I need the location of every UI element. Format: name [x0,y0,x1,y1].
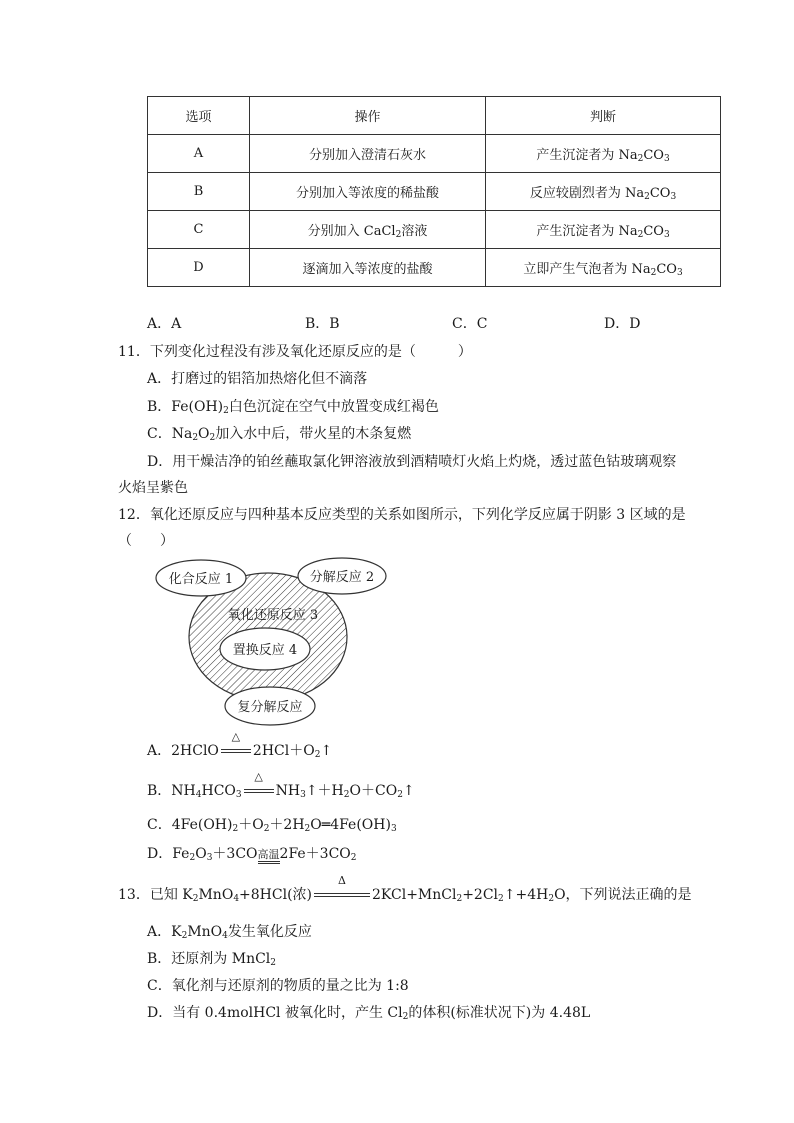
row-judgement: 反应较剧烈者为 $Na_2CO_3$ [486,173,721,211]
table-row [148,249,721,287]
table-row [148,135,721,173]
table-header-row [148,97,721,135]
row-option: C [148,211,250,249]
q11-choice-d-cont: 火焰呈紫色 [118,480,188,496]
label-combination: 化合反应 1 [168,572,234,587]
header-operation: 操作 [250,97,486,135]
row-judgement: 产生沉淀者为 $Na_2CO_3$ [486,135,721,173]
row-option: B [148,173,250,211]
q13-choice-d[interactable]: D．当有 0.4molHCl 被氧化时，产生 $Cl_2$的体积(标准状况下)为 4.48L [147,1005,591,1022]
q11-choice-a[interactable]: A．打磨过的铝箔加热熔化但不滴落 [147,371,368,387]
label-displacement: 置换反应 4 [232,643,298,658]
table-row [148,211,721,249]
q11-stem: 11．下列变化过程没有涉及氧化还原反应的是（ ） [118,344,472,360]
q12-stem-paren: （ ） [118,533,174,549]
q13-choice-a[interactable]: A．$K_2MnO_4$发生氧化反应 [147,924,312,941]
row-operation: 分别加入澄清石灰水 [250,135,486,173]
row-option: A [148,135,250,173]
reaction-type-diagram [150,555,400,727]
q13-choice-b[interactable]: B．还原剂为 MnCl$_2$ [147,951,277,968]
header-option: 选项 [148,97,250,135]
row-judgement: 产生沉淀者为 $Na_2CO_3$ [486,211,721,249]
q13-choice-c[interactable]: C．氧化剂与还原剂的物质的量之比为 1:8 [147,978,409,994]
q12-choice-b[interactable]: B．$NH_4HCO_3$ △ $NH_3↑+H_2O+CO_2↑$ [147,770,415,800]
q12-choice-d[interactable]: D．$Fe_2O_3+3CO$高温$2Fe+3CO_2$ [147,846,357,863]
q12-choice-c[interactable]: C．$4Fe(OH)_2+O_2+2H_2O═4Fe(OH)_3$ [147,817,397,834]
row-option: D [148,249,250,287]
header-judgement: 判断 [486,97,721,135]
q11-choice-b[interactable]: B．$Fe(OH)_2$白色沉淀在空气中放置变成红褐色 [147,399,439,416]
q10-choice-d[interactable]: D．D [604,316,641,332]
q10-choice-b[interactable]: B．B [305,316,340,332]
q13-stem: 13．已知 $K_2MnO_4+8HCl$(浓) Δ $2KCl+MnCl_2+2Cl_2↑+4H_2O$，下列说法正确的是 [118,874,692,904]
q12-choice-a[interactable]: A．2HClO △ $2HCl+O_2↑$ [147,730,333,760]
label-redox: 氧化还原反应 3 [227,608,319,623]
q10-choice-a[interactable]: A．A [147,316,182,332]
options-table [147,96,721,287]
q11-choice-d[interactable]: D．用干燥洁净的铂丝蘸取氯化钾溶液放到酒精喷灯火焰上灼烧，透过蓝色钴玻璃观察 [147,454,677,470]
label-decomposition: 分解反应 2 [309,570,375,585]
table-row [148,173,721,211]
row-operation: 逐滴加入等浓度的盐酸 [250,249,486,287]
q12-stem: 12．氧化还原反应与四种基本反应类型的关系如图所示，下列化学反应属于阴影 3 区域的是 [118,507,686,523]
label-double-decomposition: 复分解反应 [237,700,303,715]
row-operation: 分别加入等浓度的稀盐酸 [250,173,486,211]
row-operation: 分别加入 CaCl$_2$溶液 [250,211,486,249]
q10-choice-c[interactable]: C．C [452,316,488,332]
row-judgement: 立即产生气泡者为 $Na_2CO_3$ [486,249,721,287]
q11-choice-c[interactable]: C．$Na_2O_2$加入水中后，带火星的木条复燃 [147,426,412,443]
